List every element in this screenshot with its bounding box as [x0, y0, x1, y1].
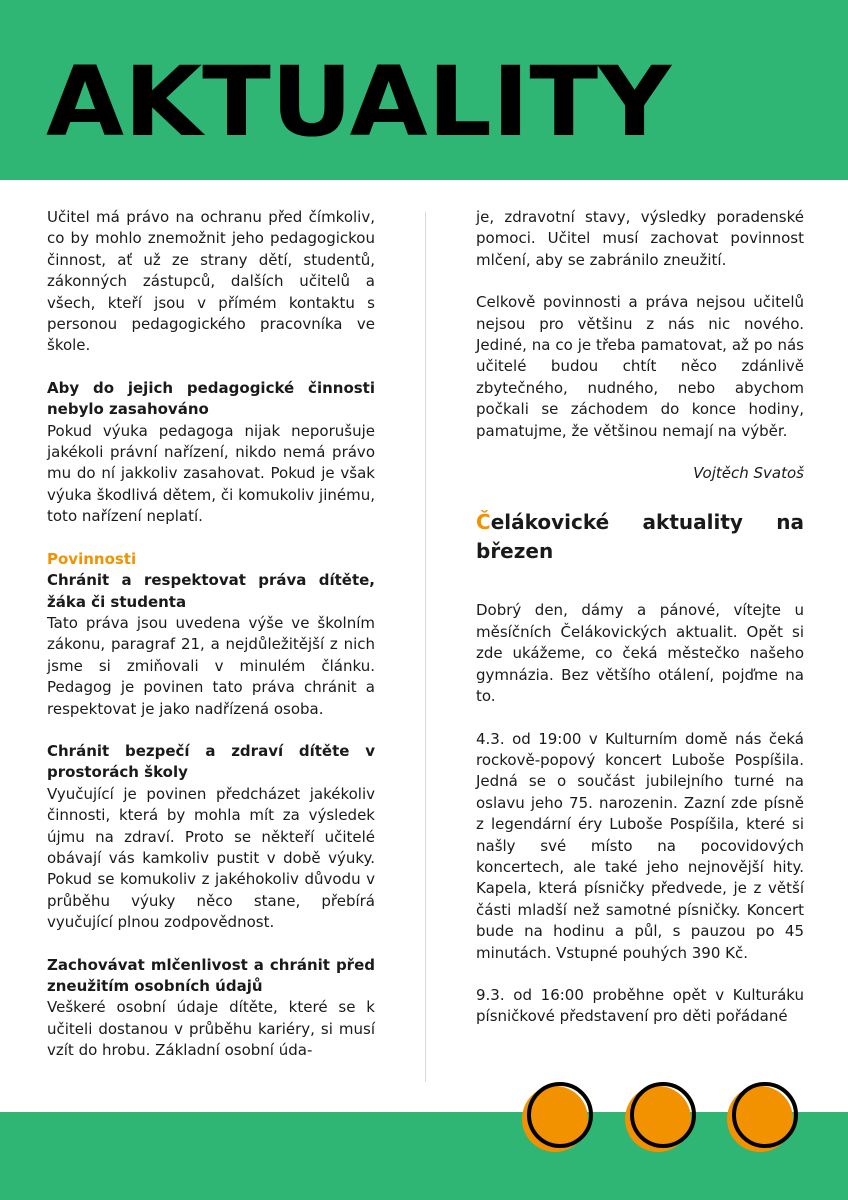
- paragraph-protect-rights: Tato práva jsou uvedena výše ve školním zákonu, paragraf 21, a nejdůležitější z nich jsme si zmiňovali v minulém článku. Pedagog je povinen tato práva chránit a respektovat je jako nadřízená osoba.: [47, 613, 375, 718]
- page-title: AKTUALITY: [46, 46, 672, 158]
- column-divider: [425, 212, 426, 1082]
- header-banner: [0, 0, 848, 180]
- decorative-circle: [522, 1082, 594, 1154]
- subheading-confidentiality: Zachovávat mlčenlivost a chránit před zneužitím osobních údajů: [47, 955, 375, 995]
- decorative-circle: [727, 1082, 799, 1154]
- paragraph-kids-show: 9.3. od 16:00 proběhne opět v Kulturáku písničkové představení pro děti pořádané: [476, 985, 804, 1026]
- section-title-rest: elákovické aktuality na březen: [476, 510, 804, 564]
- intro-paragraph: Učitel má právo na ochranu před čímkoliv, co by mohlo znemožnit jeho pedagogickou činnost, ať už ze strany dětí, studentů, zákonných zástupců, dalších učitelů a všech, kteří jsou v přímém kontaktu s personou pedagogického pracovníka ve škole.: [47, 208, 375, 355]
- paragraph-conclusion: Celkově povinnosti a práva nejsou učitelů nejsou pro většinu z nás nic nového. Jediné, na co je třeba pamatovat, až po nás učitelé budou chtít něco zdánlivě zbytečného, nudného, nebo abychom počkali se záchodem do konce hodiny, pamatujme, že většinou nemají na výběr.: [476, 293, 804, 440]
- section-title-initial: Č: [476, 510, 491, 535]
- subheading-protect-rights: Chránit a respektovat práva dítěte, žáka či studenta: [47, 571, 375, 611]
- paragraph-concert: 4.3. od 19:00 v Kulturním domě nás čeká rockově-popový koncert Luboše Pospíšila. Jedná se o součást jubilejního turné na oslavu jeho 75. narozenin. Zazní zde písně z legendární éry Luboše Pospíšila, které si našly své místo na pocovidových koncertech, ale také jeho nejnovější hity. Kapela, která písničky předvede, je z větší části mladší než samotné písničky. Koncert bude na hodinu a půl, s pauzou po 45 minutách. Vstupné pouhých 390 Kč.: [476, 729, 804, 962]
- left-column: [47, 207, 375, 1062]
- paragraph-welcome: Dobrý den, dámy a pánové, vítejte u měsíčních Čelákovických aktualit. Opět si zde ukážeme, co čeká městečko našeho gymnázia. Bez většího otálení, pojďme na to.: [476, 601, 804, 706]
- subheading-rights: Aby do jejich pedagogické činnosti nebylo zasahováno: [47, 378, 375, 419]
- decorative-circle: [625, 1082, 697, 1154]
- paragraph-safety: Vyučující je povinen předcházet jakékoliv činnosti, která by mohla mít za výsledek újmu na zdraví. Proto se někteří učitelé obávají vás kamkoliv pustit v době výuky. Pokud se komukoliv z jakéhokoliv důvodu v průběhu výuky něco stane, přebírá vyučující plnou zodpovědnost.: [47, 784, 375, 932]
- footer-banner: [0, 1112, 848, 1200]
- subheading-safety: Chránit bezpečí a zdraví dítěte v prostorách školy: [47, 741, 375, 782]
- paragraph-confidentiality: Veškeré osobní údaje dítěte, které se k učiteli dostanou v průběhu kariéry, si musí vzít do hrobu. Základní osobní úda-: [47, 998, 375, 1060]
- paragraph-rights: Pokud výuka pedagoga nijak neporušuje jakékoli právní nařízení, nikdo nemá právo mu do ní jakkoliv zasahovat. Pokud je však výuka škodlivá dětem, či komukoliv jinému, toto nařízení neplatí.: [47, 421, 375, 526]
- author-signature: Vojtěch Svatoš: [693, 464, 804, 483]
- right-column: [476, 207, 804, 1028]
- section-title: [476, 508, 804, 566]
- paragraph-continuation: je, zdravotní stavy, výsledky poradenské pomoci. Učitel musí zachovat povinnost mlčení, aby se zabránilo zneužití.: [476, 208, 804, 269]
- section-label-duties: Povinnosti: [47, 549, 137, 568]
